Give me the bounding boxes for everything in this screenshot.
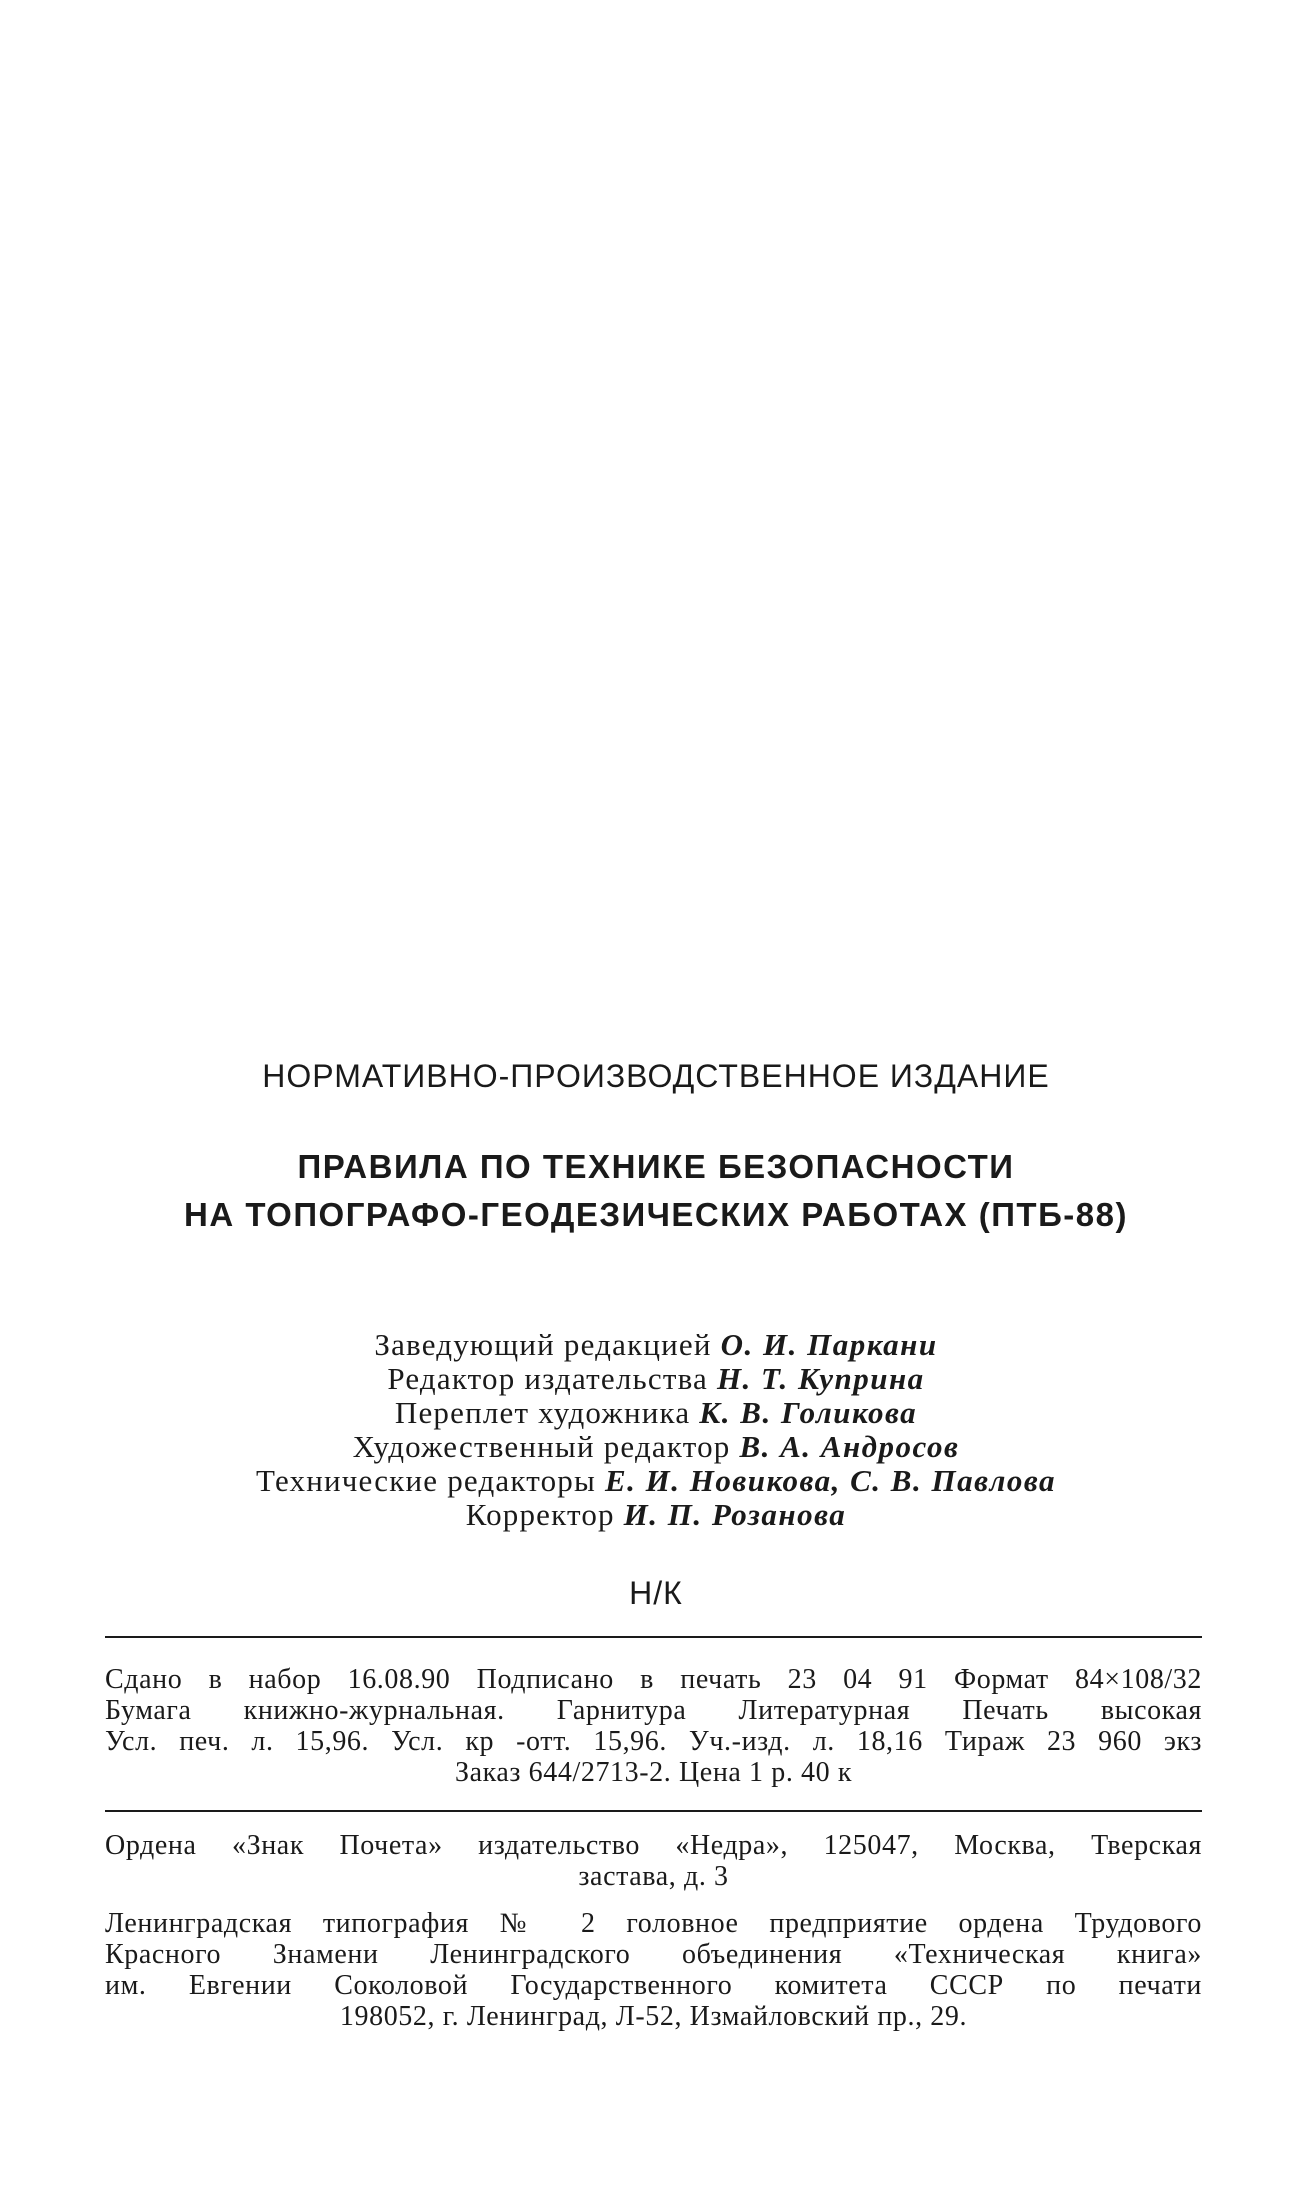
credit-role: Корректор: [465, 1497, 615, 1532]
publisher-address-line: Ордена «Знак Почета» издательство «Недра», 125047, Москва, Тверская: [105, 1830, 1202, 1861]
edition-series: НОРМАТИВНО-ПРОИЗВОДСТВЕННОЕ ИЗДАНИЕ: [262, 1058, 1050, 1094]
credit-role: Редактор издательства: [387, 1361, 708, 1396]
printing-details-line: Бумага книжно-журнальная. Гарнитура Литературная Печать высокая: [105, 1695, 1202, 1726]
publisher-address: [105, 1830, 1202, 1892]
credit-proofreader: [0, 1498, 1312, 1532]
credit-cover-artist: [0, 1396, 1312, 1430]
credit-person: К. В. Голикова: [699, 1395, 918, 1430]
credit-person: О. И. Паркани: [720, 1327, 938, 1362]
divider-rule: [105, 1636, 1202, 1638]
credit-role: Заведующий редакцией: [374, 1327, 712, 1362]
credit-person: Н. Т. Куприна: [716, 1361, 925, 1396]
book-title: [0, 1143, 1312, 1239]
credit-art-editor: [0, 1430, 1312, 1464]
credit-role: Художественный редактор: [352, 1429, 731, 1464]
credits-list: [0, 1328, 1312, 1532]
divider-rule: [105, 1810, 1202, 1812]
credit-role: Переплет художника: [394, 1395, 691, 1430]
nk-mark: Н/К: [629, 1575, 683, 1611]
credit-person: И. П. Розанова: [623, 1497, 847, 1532]
printing-house-line: Ленинградская типография № 2 головное предприятие ордена Трудового: [105, 1908, 1202, 1939]
credit-managing-editor: [0, 1328, 1312, 1362]
printing-house-line: Красного Знамени Ленинградского объединения «Техническая книга»: [105, 1939, 1202, 1970]
printing-details-line: Сдано в набор 16.08.90 Подписано в печать 23 04 91 Формат 84×108/32: [105, 1664, 1202, 1695]
printing-house: [105, 1908, 1202, 2032]
credit-technical-editors: [0, 1464, 1312, 1498]
printing-details: [105, 1664, 1202, 1788]
book-title-line-2: НА ТОПОГРАФО-ГЕОДЕЗИЧЕСКИХ РАБОТАХ (ПТБ-88): [184, 1196, 1128, 1233]
credit-person: В. А. Андросов: [739, 1429, 960, 1464]
printing-details-line: Заказ 644/2713-2. Цена 1 р. 40 к: [454, 1757, 853, 1788]
credit-role: Технические редакторы: [255, 1463, 597, 1498]
printing-house-line: им. Евгении Соколовой Государственного комитета СССР по печати: [105, 1970, 1202, 2001]
publisher-address-line: застава, д. 3: [578, 1861, 729, 1892]
printing-details-line: Усл. печ. л. 15,96. Усл. кр -отт. 15,96. Уч.-изд. л. 18,16 Тираж 23 960 экз: [105, 1726, 1202, 1757]
credit-publishing-editor: [0, 1362, 1312, 1396]
credit-person: Е. И. Новикова, С. В. Павлова: [604, 1463, 1056, 1498]
book-title-line-1: ПРАВИЛА ПО ТЕХНИКЕ БЕЗОПАСНОСТИ: [297, 1148, 1015, 1185]
printing-house-line: 198052, г. Ленинград, Л-52, Измайловский пр., 29.: [339, 2001, 968, 2032]
